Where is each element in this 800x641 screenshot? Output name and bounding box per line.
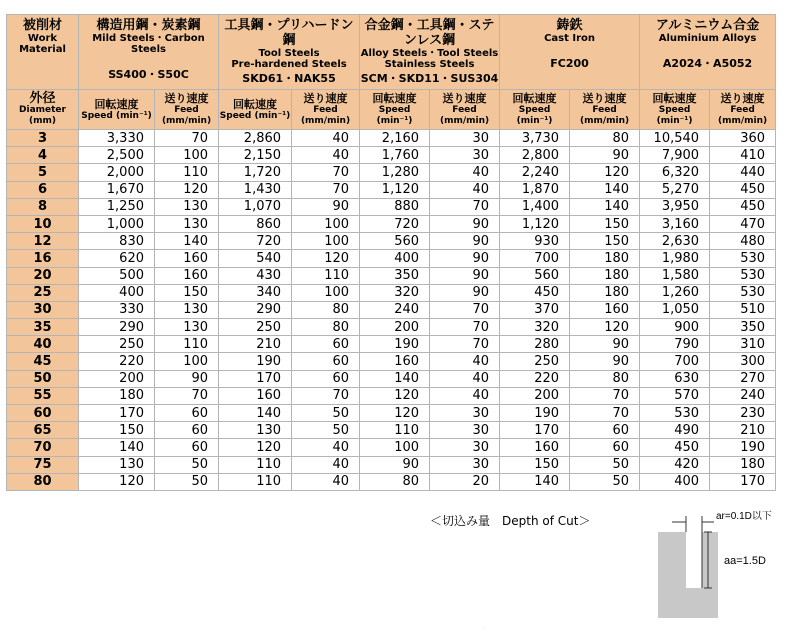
speed-cell: 560 bbox=[360, 233, 430, 250]
feed-cell: 90 bbox=[155, 370, 219, 387]
feed-cell: 160 bbox=[155, 267, 219, 284]
speed-cell: 6,320 bbox=[640, 164, 710, 181]
speed-cell: 130 bbox=[79, 456, 155, 473]
aa-label: aa=1.5D bbox=[724, 555, 766, 567]
speed-cell: 930 bbox=[500, 233, 570, 250]
speed-cell: 170 bbox=[500, 422, 570, 439]
speed-cell: 3,160 bbox=[640, 215, 710, 232]
speed-cell: 720 bbox=[360, 215, 430, 232]
feed-cell: 350 bbox=[710, 319, 776, 336]
feed-cell: 100 bbox=[292, 215, 360, 232]
speed-cell: 250 bbox=[219, 319, 292, 336]
table-row bbox=[7, 456, 776, 473]
feed-cell: 30 bbox=[430, 439, 500, 456]
work-material-header: 被削材 Work Material bbox=[7, 15, 79, 90]
feed-cell: 110 bbox=[155, 164, 219, 181]
feed-cell: 40 bbox=[292, 130, 360, 147]
feed-cell: 40 bbox=[430, 181, 500, 198]
feed-cell: 120 bbox=[292, 250, 360, 267]
feed-cell: 30 bbox=[430, 147, 500, 164]
diameter-cell: 50 bbox=[7, 370, 79, 387]
feed-cell: 70 bbox=[155, 387, 219, 404]
feed-cell: 40 bbox=[430, 353, 500, 370]
speed-cell: 700 bbox=[500, 250, 570, 267]
feed-cell: 530 bbox=[710, 284, 776, 301]
speed-cell: 90 bbox=[360, 456, 430, 473]
feed-cell: 50 bbox=[155, 473, 219, 490]
feed-cell: 90 bbox=[430, 267, 500, 284]
speed-cell: 1,280 bbox=[360, 164, 430, 181]
feed-header: 送り速度 Feed (mm/min) bbox=[292, 90, 360, 130]
feed-cell: 130 bbox=[155, 319, 219, 336]
speed-cell: 1,430 bbox=[219, 181, 292, 198]
speed-cell: 1,120 bbox=[360, 181, 430, 198]
speed-cell: 160 bbox=[360, 353, 430, 370]
feed-cell: 160 bbox=[570, 301, 640, 318]
speed-cell: 350 bbox=[360, 267, 430, 284]
diameter-cell: 25 bbox=[7, 284, 79, 301]
feed-cell: 90 bbox=[292, 198, 360, 215]
table-row bbox=[7, 215, 776, 232]
speed-cell: 1,000 bbox=[79, 215, 155, 232]
feed-cell: 210 bbox=[710, 422, 776, 439]
speed-cell: 3,730 bbox=[500, 130, 570, 147]
diameter-cell: 5 bbox=[7, 164, 79, 181]
table-row bbox=[7, 181, 776, 198]
speed-cell: 190 bbox=[219, 353, 292, 370]
feed-cell: 50 bbox=[570, 456, 640, 473]
speed-cell: 900 bbox=[640, 319, 710, 336]
feed-cell: 30 bbox=[430, 130, 500, 147]
feed-cell: 130 bbox=[155, 215, 219, 232]
feed-cell: 50 bbox=[292, 405, 360, 422]
speed-cell: 210 bbox=[219, 336, 292, 353]
table-row bbox=[7, 164, 776, 181]
feed-cell: 90 bbox=[570, 353, 640, 370]
table-row bbox=[7, 267, 776, 284]
feed-cell: 450 bbox=[710, 181, 776, 198]
feed-cell: 60 bbox=[292, 370, 360, 387]
speed-cell: 530 bbox=[640, 405, 710, 422]
feed-cell: 70 bbox=[430, 336, 500, 353]
speed-cell: 250 bbox=[500, 353, 570, 370]
speed-cell: 100 bbox=[360, 439, 430, 456]
feed-cell: 140 bbox=[570, 181, 640, 198]
table-row bbox=[7, 130, 776, 147]
feed-cell: 180 bbox=[570, 267, 640, 284]
feed-cell: 40 bbox=[292, 439, 360, 456]
feed-cell: 150 bbox=[570, 233, 640, 250]
feed-cell: 180 bbox=[570, 284, 640, 301]
speed-cell: 880 bbox=[360, 198, 430, 215]
speed-cell: 560 bbox=[500, 267, 570, 284]
feed-cell: 180 bbox=[570, 250, 640, 267]
speed-cell: 200 bbox=[79, 370, 155, 387]
diameter-cell: 30 bbox=[7, 301, 79, 318]
table-row bbox=[7, 473, 776, 490]
table-body bbox=[7, 130, 776, 491]
feed-cell: 70 bbox=[570, 387, 640, 404]
speed-cell: 7,900 bbox=[640, 147, 710, 164]
diameter-cell: 10 bbox=[7, 215, 79, 232]
speed-cell: 490 bbox=[640, 422, 710, 439]
diameter-cell: 3 bbox=[7, 130, 79, 147]
feed-cell: 30 bbox=[430, 405, 500, 422]
speed-cell: 1,720 bbox=[219, 164, 292, 181]
feed-cell: 60 bbox=[570, 439, 640, 456]
table-row bbox=[7, 405, 776, 422]
feed-cell: 60 bbox=[155, 422, 219, 439]
table-row bbox=[7, 387, 776, 404]
speed-cell: 500 bbox=[79, 267, 155, 284]
speed-cell: 1,980 bbox=[640, 250, 710, 267]
table-row bbox=[7, 147, 776, 164]
speed-cell: 280 bbox=[500, 336, 570, 353]
speed-cell: 700 bbox=[640, 353, 710, 370]
table-row bbox=[7, 284, 776, 301]
speed-cell: 450 bbox=[500, 284, 570, 301]
diameter-cell: 20 bbox=[7, 267, 79, 284]
speed-cell: 2,240 bbox=[500, 164, 570, 181]
speed-cell: 370 bbox=[500, 301, 570, 318]
speed-cell: 160 bbox=[500, 439, 570, 456]
speed-cell: 200 bbox=[500, 387, 570, 404]
feed-cell: 140 bbox=[155, 233, 219, 250]
speed-cell: 320 bbox=[360, 284, 430, 301]
diameter-cell: 40 bbox=[7, 336, 79, 353]
feed-cell: 50 bbox=[155, 456, 219, 473]
feed-cell: 130 bbox=[155, 301, 219, 318]
feed-cell: 60 bbox=[570, 422, 640, 439]
feed-cell: 80 bbox=[570, 130, 640, 147]
feed-cell: 410 bbox=[710, 147, 776, 164]
feed-cell: 100 bbox=[155, 147, 219, 164]
speed-cell: 1,670 bbox=[79, 181, 155, 198]
speed-cell: 2,800 bbox=[500, 147, 570, 164]
feed-cell: 50 bbox=[292, 422, 360, 439]
speed-cell: 630 bbox=[640, 370, 710, 387]
feed-cell: 110 bbox=[155, 336, 219, 353]
feed-cell: 310 bbox=[710, 336, 776, 353]
feed-cell: 30 bbox=[430, 456, 500, 473]
cutting-conditions-table bbox=[6, 14, 776, 491]
speed-cell: 1,580 bbox=[640, 267, 710, 284]
speed-cell: 160 bbox=[219, 387, 292, 404]
speed-cell: 1,870 bbox=[500, 181, 570, 198]
group-header: 構造用鋼・炭素鋼 Mild Steels・Carbon Steels SS400・S50C bbox=[79, 15, 219, 90]
speed-cell: 320 bbox=[500, 319, 570, 336]
feed-cell: 40 bbox=[430, 164, 500, 181]
feed-cell: 480 bbox=[710, 233, 776, 250]
group-header: 鋳鉄 Cast Iron FC200 bbox=[500, 15, 640, 90]
feed-cell: 20 bbox=[430, 473, 500, 490]
speed-cell: 2,150 bbox=[219, 147, 292, 164]
diameter-cell: 65 bbox=[7, 422, 79, 439]
speed-cell: 170 bbox=[219, 370, 292, 387]
group-header: アルミニウム合金 Aluminium Alloys A2024・A5052 bbox=[640, 15, 776, 90]
depth-of-cut-diagram bbox=[650, 508, 790, 620]
speed-cell: 140 bbox=[219, 405, 292, 422]
diameter-cell: 35 bbox=[7, 319, 79, 336]
feed-cell: 470 bbox=[710, 215, 776, 232]
diameter-cell: 6 bbox=[7, 181, 79, 198]
speed-cell: 140 bbox=[360, 370, 430, 387]
diameter-cell: 80 bbox=[7, 473, 79, 490]
feed-header: 送り速度 Feed (mm/min) bbox=[710, 90, 776, 130]
feed-cell: 30 bbox=[430, 422, 500, 439]
diameter-header: 外径 Diameter (mm) bbox=[7, 90, 79, 130]
table-row bbox=[7, 439, 776, 456]
feed-cell: 190 bbox=[710, 439, 776, 456]
depth-of-cut-label: ＜切込み量 Depth of Cut＞ bbox=[430, 514, 591, 528]
feed-header: 送り速度 Feed (mm/min) bbox=[570, 90, 640, 130]
feed-cell: 530 bbox=[710, 267, 776, 284]
speed-cell: 150 bbox=[500, 456, 570, 473]
feed-cell: 160 bbox=[155, 250, 219, 267]
speed-cell: 570 bbox=[640, 387, 710, 404]
speed-cell: 400 bbox=[640, 473, 710, 490]
feed-cell: 110 bbox=[292, 267, 360, 284]
speed-header: 回転速度 Speed (min⁻¹) bbox=[640, 90, 710, 130]
diameter-cell: 70 bbox=[7, 439, 79, 456]
table-row bbox=[7, 319, 776, 336]
speed-cell: 220 bbox=[500, 370, 570, 387]
feed-cell: 70 bbox=[292, 181, 360, 198]
diameter-cell: 45 bbox=[7, 353, 79, 370]
feed-cell: 300 bbox=[710, 353, 776, 370]
speed-cell: 240 bbox=[360, 301, 430, 318]
feed-cell: 40 bbox=[292, 456, 360, 473]
feed-cell: 70 bbox=[430, 198, 500, 215]
speed-cell: 3,950 bbox=[640, 198, 710, 215]
feed-cell: 510 bbox=[710, 301, 776, 318]
feed-cell: 530 bbox=[710, 250, 776, 267]
speed-cell: 2,160 bbox=[360, 130, 430, 147]
speed-cell: 190 bbox=[500, 405, 570, 422]
speed-cell: 150 bbox=[79, 422, 155, 439]
speed-cell: 340 bbox=[219, 284, 292, 301]
feed-cell: 230 bbox=[710, 405, 776, 422]
speed-cell: 830 bbox=[79, 233, 155, 250]
speed-cell: 120 bbox=[219, 439, 292, 456]
feed-cell: 90 bbox=[430, 250, 500, 267]
speed-cell: 290 bbox=[219, 301, 292, 318]
cut-region bbox=[686, 532, 702, 588]
speed-cell: 860 bbox=[219, 215, 292, 232]
feed-cell: 170 bbox=[710, 473, 776, 490]
speed-cell: 110 bbox=[219, 473, 292, 490]
speed-cell: 1,050 bbox=[640, 301, 710, 318]
speed-cell: 2,860 bbox=[219, 130, 292, 147]
group-header: 工具鋼・プリハードン鋼 Tool Steels Pre-hardened Steels SKD61・NAK55 bbox=[219, 15, 360, 90]
feed-cell: 100 bbox=[292, 284, 360, 301]
feed-cell: 90 bbox=[430, 233, 500, 250]
feed-header: 送り速度 Feed (mm/min) bbox=[430, 90, 500, 130]
speed-cell: 2,630 bbox=[640, 233, 710, 250]
speed-cell: 200 bbox=[360, 319, 430, 336]
speed-cell: 430 bbox=[219, 267, 292, 284]
speed-cell: 290 bbox=[79, 319, 155, 336]
watermark: misumi bbox=[246, 513, 435, 621]
feed-header: 送り速度 Feed (mm/min) bbox=[155, 90, 219, 130]
feed-cell: 90 bbox=[430, 284, 500, 301]
diameter-cell: 12 bbox=[7, 233, 79, 250]
feed-cell: 360 bbox=[710, 130, 776, 147]
group-header: 合金鋼・工具鋼・ステンレス鋼 Alloy Steels・Tool Steels Stainless Steels SCM・SKD11・SUS304 bbox=[360, 15, 500, 90]
speed-cell: 120 bbox=[360, 405, 430, 422]
speed-cell: 620 bbox=[79, 250, 155, 267]
speed-cell: 170 bbox=[79, 405, 155, 422]
speed-cell: 790 bbox=[640, 336, 710, 353]
table-row bbox=[7, 336, 776, 353]
speed-header: 回転速度 Speed (min⁻¹) bbox=[500, 90, 570, 130]
speed-cell: 130 bbox=[219, 422, 292, 439]
feed-cell: 150 bbox=[570, 215, 640, 232]
speed-cell: 2,000 bbox=[79, 164, 155, 181]
speed-cell: 720 bbox=[219, 233, 292, 250]
feed-cell: 50 bbox=[570, 473, 640, 490]
diameter-cell: 16 bbox=[7, 250, 79, 267]
feed-cell: 40 bbox=[292, 473, 360, 490]
feed-cell: 60 bbox=[292, 336, 360, 353]
feed-cell: 90 bbox=[430, 215, 500, 232]
speed-cell: 120 bbox=[79, 473, 155, 490]
feed-cell: 440 bbox=[710, 164, 776, 181]
feed-cell: 180 bbox=[710, 456, 776, 473]
feed-cell: 120 bbox=[570, 164, 640, 181]
speed-cell: 450 bbox=[640, 439, 710, 456]
feed-cell: 70 bbox=[570, 405, 640, 422]
feed-cell: 70 bbox=[430, 319, 500, 336]
feed-cell: 60 bbox=[155, 405, 219, 422]
table-row bbox=[7, 198, 776, 215]
speed-cell: 120 bbox=[360, 387, 430, 404]
speed-cell: 190 bbox=[360, 336, 430, 353]
speed-header: 回転速度 Speed (min⁻¹) bbox=[219, 90, 292, 130]
speed-cell: 180 bbox=[79, 387, 155, 404]
speed-cell: 110 bbox=[219, 456, 292, 473]
speed-cell: 110 bbox=[360, 422, 430, 439]
speed-cell: 1,120 bbox=[500, 215, 570, 232]
speed-cell: 2,500 bbox=[79, 147, 155, 164]
speed-header: 回転速度 Speed (min⁻¹) bbox=[79, 90, 155, 130]
feed-cell: 90 bbox=[570, 336, 640, 353]
feed-cell: 80 bbox=[292, 301, 360, 318]
speed-cell: 1,070 bbox=[219, 198, 292, 215]
diameter-cell: 75 bbox=[7, 456, 79, 473]
watermark: misumi bbox=[466, 533, 655, 641]
speed-cell: 10,540 bbox=[640, 130, 710, 147]
feed-cell: 70 bbox=[292, 387, 360, 404]
table-row bbox=[7, 353, 776, 370]
feed-cell: 450 bbox=[710, 198, 776, 215]
speed-cell: 400 bbox=[79, 284, 155, 301]
speed-cell: 140 bbox=[500, 473, 570, 490]
diameter-cell: 60 bbox=[7, 405, 79, 422]
feed-cell: 90 bbox=[570, 147, 640, 164]
table-row bbox=[7, 422, 776, 439]
feed-cell: 70 bbox=[430, 301, 500, 318]
speed-cell: 140 bbox=[79, 439, 155, 456]
speed-cell: 1,250 bbox=[79, 198, 155, 215]
feed-cell: 60 bbox=[155, 439, 219, 456]
feed-cell: 60 bbox=[292, 353, 360, 370]
feed-cell: 40 bbox=[430, 387, 500, 404]
speed-cell: 1,400 bbox=[500, 198, 570, 215]
feed-cell: 80 bbox=[292, 319, 360, 336]
watermark: misumi bbox=[26, 493, 215, 601]
feed-cell: 40 bbox=[292, 147, 360, 164]
diameter-cell: 8 bbox=[7, 198, 79, 215]
table-row bbox=[7, 233, 776, 250]
feed-cell: 100 bbox=[155, 353, 219, 370]
feed-cell: 80 bbox=[570, 370, 640, 387]
feed-cell: 140 bbox=[570, 198, 640, 215]
feed-cell: 270 bbox=[710, 370, 776, 387]
feed-cell: 120 bbox=[570, 319, 640, 336]
feed-cell: 100 bbox=[292, 233, 360, 250]
table-row bbox=[7, 301, 776, 318]
diameter-cell: 55 bbox=[7, 387, 79, 404]
feed-cell: 120 bbox=[155, 181, 219, 198]
speed-cell: 420 bbox=[640, 456, 710, 473]
speed-cell: 330 bbox=[79, 301, 155, 318]
table-row bbox=[7, 250, 776, 267]
feed-cell: 70 bbox=[155, 130, 219, 147]
speed-cell: 400 bbox=[360, 250, 430, 267]
feed-cell: 70 bbox=[292, 164, 360, 181]
feed-cell: 240 bbox=[710, 387, 776, 404]
speed-header: 回転速度 Speed (min⁻¹) bbox=[360, 90, 430, 130]
speed-cell: 250 bbox=[79, 336, 155, 353]
ar-label: ar=0.1D以下 bbox=[716, 511, 772, 522]
speed-cell: 5,270 bbox=[640, 181, 710, 198]
feed-cell: 150 bbox=[155, 284, 219, 301]
speed-cell: 540 bbox=[219, 250, 292, 267]
speed-cell: 1,260 bbox=[640, 284, 710, 301]
table-row bbox=[7, 370, 776, 387]
speed-cell: 220 bbox=[79, 353, 155, 370]
feed-cell: 40 bbox=[430, 370, 500, 387]
speed-cell: 1,760 bbox=[360, 147, 430, 164]
speed-cell: 3,330 bbox=[79, 130, 155, 147]
speed-cell: 80 bbox=[360, 473, 430, 490]
feed-cell: 130 bbox=[155, 198, 219, 215]
diameter-cell: 4 bbox=[7, 147, 79, 164]
